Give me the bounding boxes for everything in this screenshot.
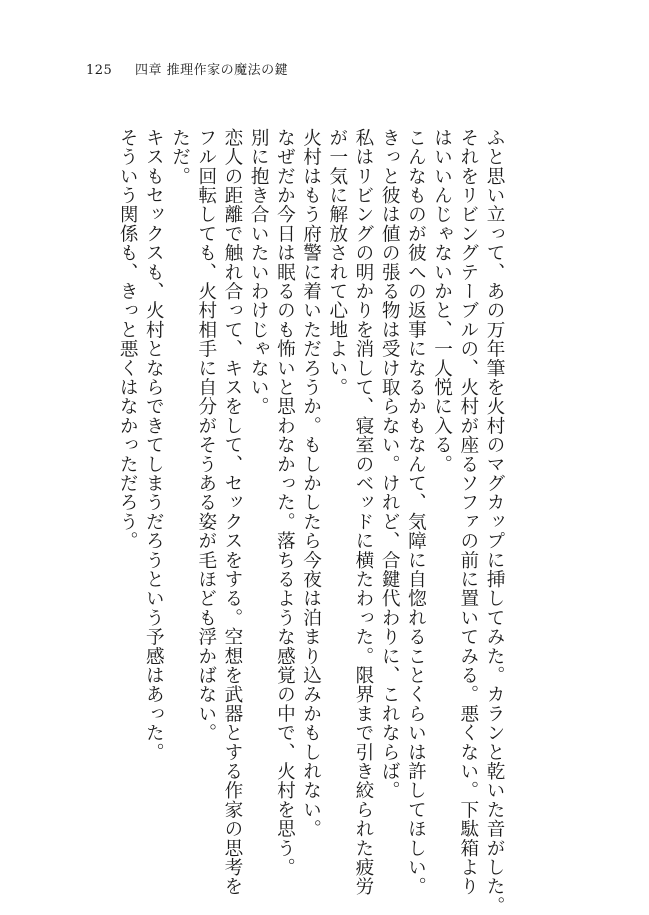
running-head	[86, 63, 288, 79]
text-line: こんなものが彼への返事になるかもなんて、気障に自惚れることくらいは許してほしい。	[405, 128, 427, 896]
text-line: それをリビングテーブルの、火村が座るソファの前に置いてみる。悪くない。下駄箱より	[457, 128, 479, 896]
text-line: フル回転しても、火村相手に自分がそうある姿が毛ほども浮かばない。	[195, 128, 217, 743]
page-number: 125	[86, 63, 113, 78]
text-line: 火村はもう府警に着いただろうか。もしかしたら今夜は泊まり込みかもしれない。	[300, 128, 322, 839]
text-line: 私はリビングの明かりを消して、寝室のベッドに横たわった。限界まで引き絞られた疲労	[352, 128, 374, 896]
text-line: キスもセックスも、火村とならできてしまうだろうという予感はあった。	[143, 128, 165, 762]
text-line: そういう関係も、きっと悪くはなかっただろう。	[117, 128, 139, 551]
text-line: はいいんじゃないかと、一人悦に入る。	[431, 128, 453, 474]
body-text	[114, 128, 507, 915]
text-line: きっと彼は値の張る物は受け取らない。けれど、合鍵代わりに、これならば。	[379, 128, 401, 800]
chapter-title: 四章 推理作家の魔法の鍵	[134, 63, 289, 78]
text-line: なぜだか今日は眠るのも怖いと思わなかった。落ちるような感覚の中で、火村を思う。	[274, 128, 296, 877]
text-line: ふと思い立って、あの万年筆を火村のマグカップに挿してみた。カランと乾いた音がした。	[484, 128, 505, 915]
text-line: が一気に解放されて心地よい。	[326, 128, 348, 397]
text-line: 別に抱き合いたいわけじゃない。	[248, 128, 270, 416]
text-line: 恋人の距離で触れ合って、キスをして、セックスをする。空想を武器とする作家の思考を	[221, 128, 243, 896]
text-line: ただ。	[169, 128, 191, 186]
